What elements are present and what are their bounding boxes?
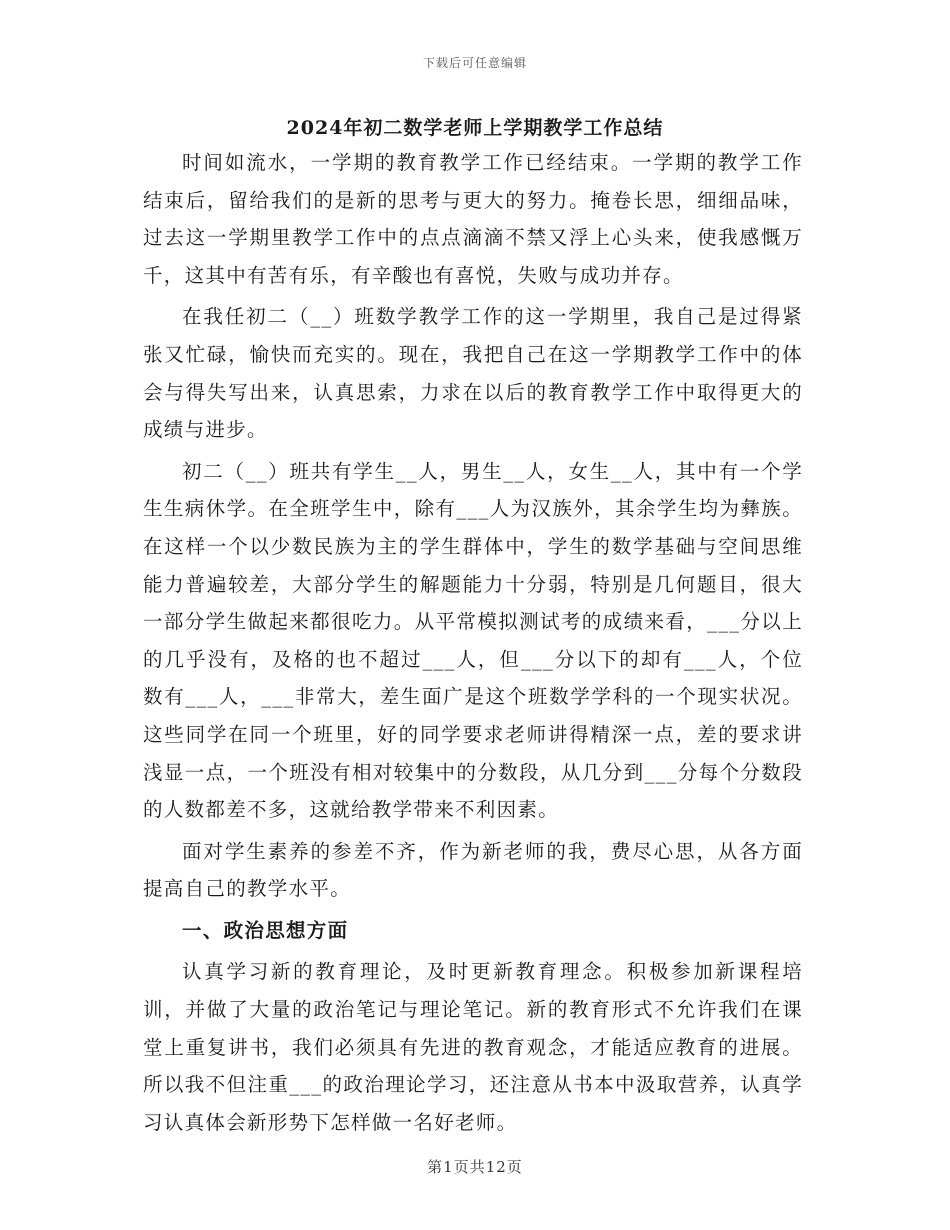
paragraph-approach: 面对学生素养的参差不齐，作为新老师的我，费尽心思，从各方面提高自己的教学水平。 [143, 839, 803, 901]
page-footer-number: 第1页共12页 [427, 1158, 523, 1176]
paragraph-intro: 时间如流水，一学期的教育教学工作已经结束。一学期的教学工作结束后，留给我们的是新的思考与更大的努力。掩卷长思，细细品味，过去这一学期里教学工作中的点点滴滴不禁又浮上心头来，使我感慨万千，这其中有苦有乐，有辛酸也有喜悦，失败与成功并存。 [143, 151, 803, 287]
paragraph-political: 认真学习新的教育理论，及时更新教育理念。积极参加新课程培训，并做了大量的政治笔记与理论笔记。新的教育形式不允许我们在课堂上重复讲书，我们必须具有先进的教育观念，才能适应教育的进展。所以我不但注重___的政治理论学习，还注意从书本中汲取营养，认真学习认真体会新形势下怎样做一名好老师。 [143, 960, 803, 1134]
paragraph-class-situation: 初二（__）班共有学生__人，男生__人，女生__人，其中有一个学生生病休学。在全班学生中，除有___人为汉族外，其余学生均为彝族。在这样一个以少数民族为主的学生群体中，学生的数学基础与空间思维能力普遍较差，大部分学生的解题能力十分弱，特别是几何题目，很大一部分学生做起来都很吃力。从平常模拟测试考的成绩来看，___分以上的几乎没有，及格的也不超过___人，但___分以下的却有___人，个位数有___人，___非常大，差生面广是这个班数学学科的一个现实状况。这些同学在同一个班里，好的同学要求老师讲得精深一点，差的要求讲浅显一点，一个班没有相对较集中的分数段，从几分到___分每个分数段的人数都差不多，这就给教学带来不利因素。 [143, 459, 803, 822]
document-body [143, 144, 803, 1145]
document-title: 2024年初二数学老师上学期教学工作总结 [286, 117, 664, 139]
paragraph-class-role: 在我任初二（__）班数学教学工作的这一学期里，我自己是过得紧张又忙碌，愉快而充实的。现在，我把自己在这一学期教学工作中的体会与得失写出来，认真思索，力求在以后的教育教学工作中取得更大的成绩与进步。 [143, 305, 803, 442]
page-header-note: 下载后可任意编辑 [422, 56, 527, 70]
section-heading-political: 一、政治思想方面 [182, 918, 349, 942]
